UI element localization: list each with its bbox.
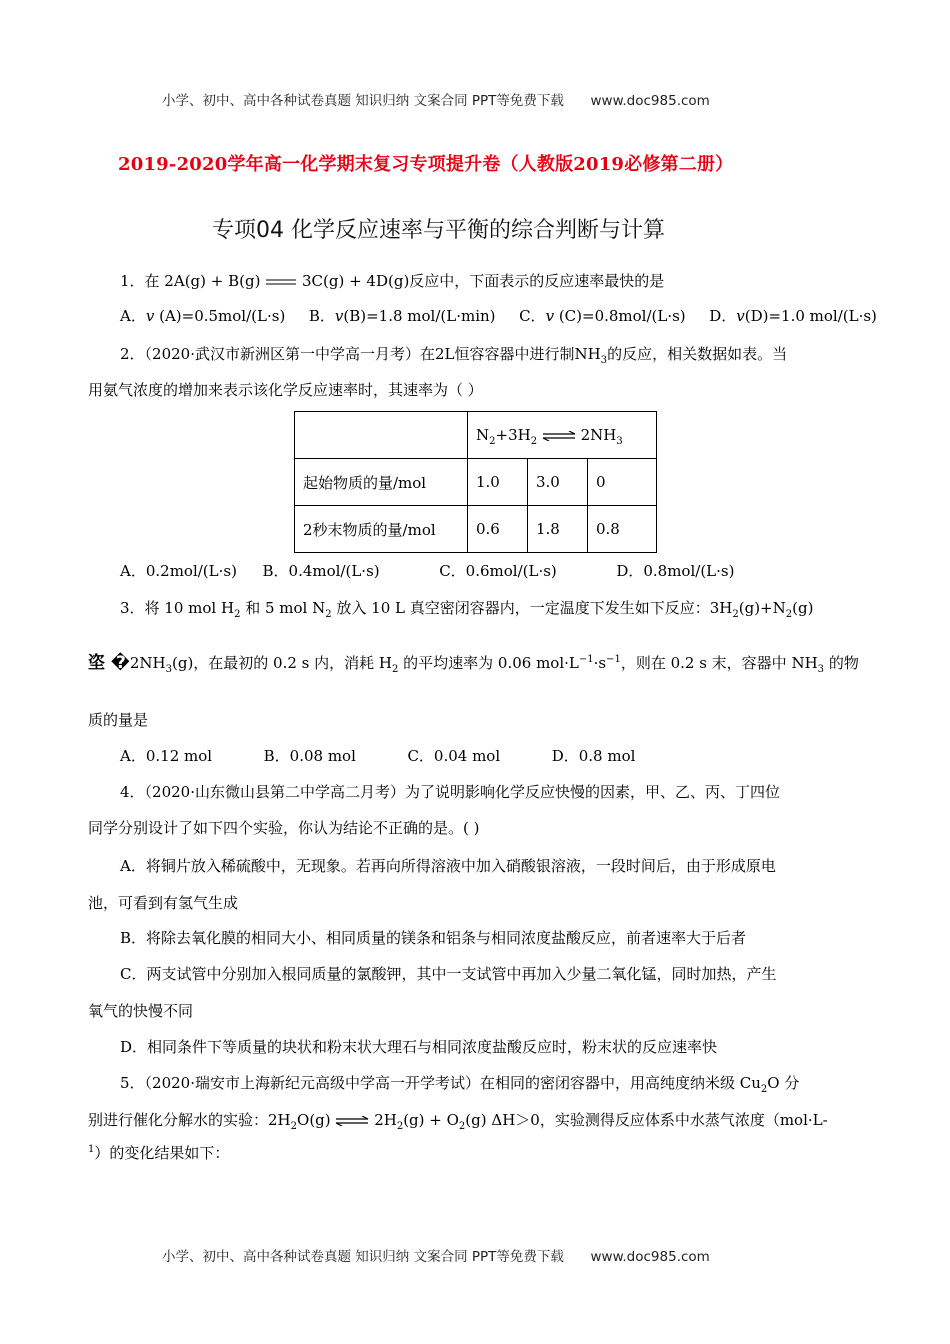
table-row [295, 459, 657, 506]
table-cell: 0 [588, 459, 657, 506]
q2-option-a[interactable]: A．0.2mol/(L·s) [120, 562, 237, 580]
document-title: 2019-2020学年高一化学期末复习专项提升卷（人教版2019必修第二册） [118, 154, 734, 175]
question-3-line3: 质的量是 [88, 711, 149, 729]
question-2-stem-line2: 用氨气浓度的增加来表示该化学反应速率时，其速率为（ ） [88, 381, 483, 399]
question-3-line1: 3．将 10 mol $H_2$ 和 5 mol $N_2$ 放入 10 L 真空密闭容器内，一定温度下发生如下反应：$3H_2(g)+N_2(g)$ [120, 599, 814, 620]
table-row [295, 412, 657, 459]
q1-option-d[interactable]: D．v(D)=1.0 mol/(L·s) [709, 307, 877, 325]
table-cell: 0.8 [588, 506, 657, 553]
q3-option-b[interactable]: B．0.08 mol [263, 747, 356, 765]
q4-option-c-line2: 氧气的快慢不同 [88, 1002, 194, 1020]
q4-option-a-line1[interactable]: A．将铜片放入稀硫酸中，无现象。若再向所得溶液中加入硝酸银溶液，一段时间后，由于形成原电 [120, 857, 776, 875]
garbled-arrow-glyph: 垐 � [88, 653, 130, 673]
question-4-line1: 4．（2020·山东微山县第二中学高二月考）为了说明影响化学反应快慢的因素，甲、乙、丙、丁四位 [120, 783, 780, 801]
table-cell: 1.0 [468, 459, 528, 506]
table-cell [295, 412, 468, 459]
question-5-line1: 5．（2020·瑞安市上海新纪元高级中学高一开学考试）在相同的密闭容器中，用高纯度纳米级 $Cu_2O$ 分 [120, 1074, 800, 1095]
q2-option-c[interactable]: C．0.6mol/(L·s) [439, 562, 557, 580]
page-header [162, 89, 710, 109]
question-2-options [120, 561, 734, 581]
section-subtitle: 专项04 化学反应速率与平衡的综合判断与计算 [212, 218, 665, 243]
q2-option-b[interactable]: B．0.4mol/(L·s) [262, 562, 380, 580]
question-3-line2: 垐 $�2NH_3(g)$，在最初的 0.2 s 内，消耗 $H_2$ 的平均速率为 0.06 $mol\cdot L^{-1}\cdot s^{-1}$，则在 0.2 s 末，容器中 $NH_3$ 的物 [88, 653, 859, 675]
question-3-options [120, 746, 635, 766]
q4-option-b[interactable]: B．将除去氧化膜的相同大小、相同质量的镁条和铝条与相同浓度盐酸反应，前者速率大于后者 [120, 929, 747, 947]
table-equation-cell: $N_2+3H_2$ $2NH_3$ [468, 412, 657, 459]
table-cell: 1.8 [528, 506, 588, 553]
equilibrium-arrow-icon [335, 1116, 369, 1126]
q3-option-a[interactable]: A．0.12 mol [120, 747, 213, 765]
table-cell: 3.0 [528, 459, 588, 506]
equilibrium-arrow-icon [542, 431, 576, 441]
q2-option-d[interactable]: D．0.8mol/(L·s) [616, 562, 735, 580]
question-1-stem: 1．在 2A(g) + B(g) 3C(g) + 4D(g)反应中，下面表示的反应速率最快的是 [120, 272, 665, 290]
table-cell: 0.6 [468, 506, 528, 553]
question-5-line3: $^1$）的变化结果如下： [88, 1144, 230, 1162]
question-4-line2: 同学分别设计了如下四个实验，你认为结论不正确的是。( ) [88, 819, 480, 837]
footer-site-link[interactable]: www.doc985.com [590, 1249, 710, 1265]
q3-option-d[interactable]: D．0.8 mol [551, 747, 636, 765]
q1-option-c[interactable]: C．v (C)=0.8mol/(L·s) [519, 307, 686, 325]
page-footer [162, 1245, 710, 1265]
header-text: 小学、初中、高中各种试卷真题 知识归纳 文案合同 PPT等免费下载 [162, 93, 564, 109]
question-5-line2: 别进行催化分解水的实验：$2H_2O(g) 2H_2(g) + O_2(g)$ ΔH＞0，实验测得反应体系中水蒸气浓度（mol·L- [88, 1111, 828, 1132]
table-row-label: 起始物质的量/mol [295, 459, 468, 506]
table-row [295, 506, 657, 553]
q4-option-a-line2: 池，可看到有氢气生成 [88, 894, 239, 912]
question-1-options [120, 306, 877, 326]
footer-text: 小学、初中、高中各种试卷真题 知识归纳 文案合同 PPT等免费下载 [162, 1249, 564, 1265]
header-site-link[interactable]: www.doc985.com [590, 93, 710, 109]
q1-option-b[interactable]: B．v(B)=1.8 mol/(L·min) [308, 307, 496, 325]
q1-option-a[interactable]: A．v (A)=0.5mol/(L·s) [120, 307, 286, 325]
reaction-data-table [294, 411, 657, 553]
q4-option-d[interactable]: D．相同条件下等质量的块状和粉末状大理石与相同浓度盐酸反应时，粉末状的反应速率快 [120, 1038, 718, 1056]
q4-option-c-line1[interactable]: C．两支试管中分别加入根同质量的氯酸钾，其中一支试管中再加入少量二氧化锰，同时加热，产生 [120, 965, 777, 983]
q3-option-c[interactable]: C．0.04 mol [407, 747, 501, 765]
question-2-stem-line1: 2．（2020·武汉市新洲区第一中学高一月考）在2L恒容容器中进行制$NH_3$的反应，相关数据如表。当 [120, 345, 788, 366]
equals-sign-icon [265, 277, 297, 287]
table-row-label: 2秒末物质的量/mol [295, 506, 468, 553]
